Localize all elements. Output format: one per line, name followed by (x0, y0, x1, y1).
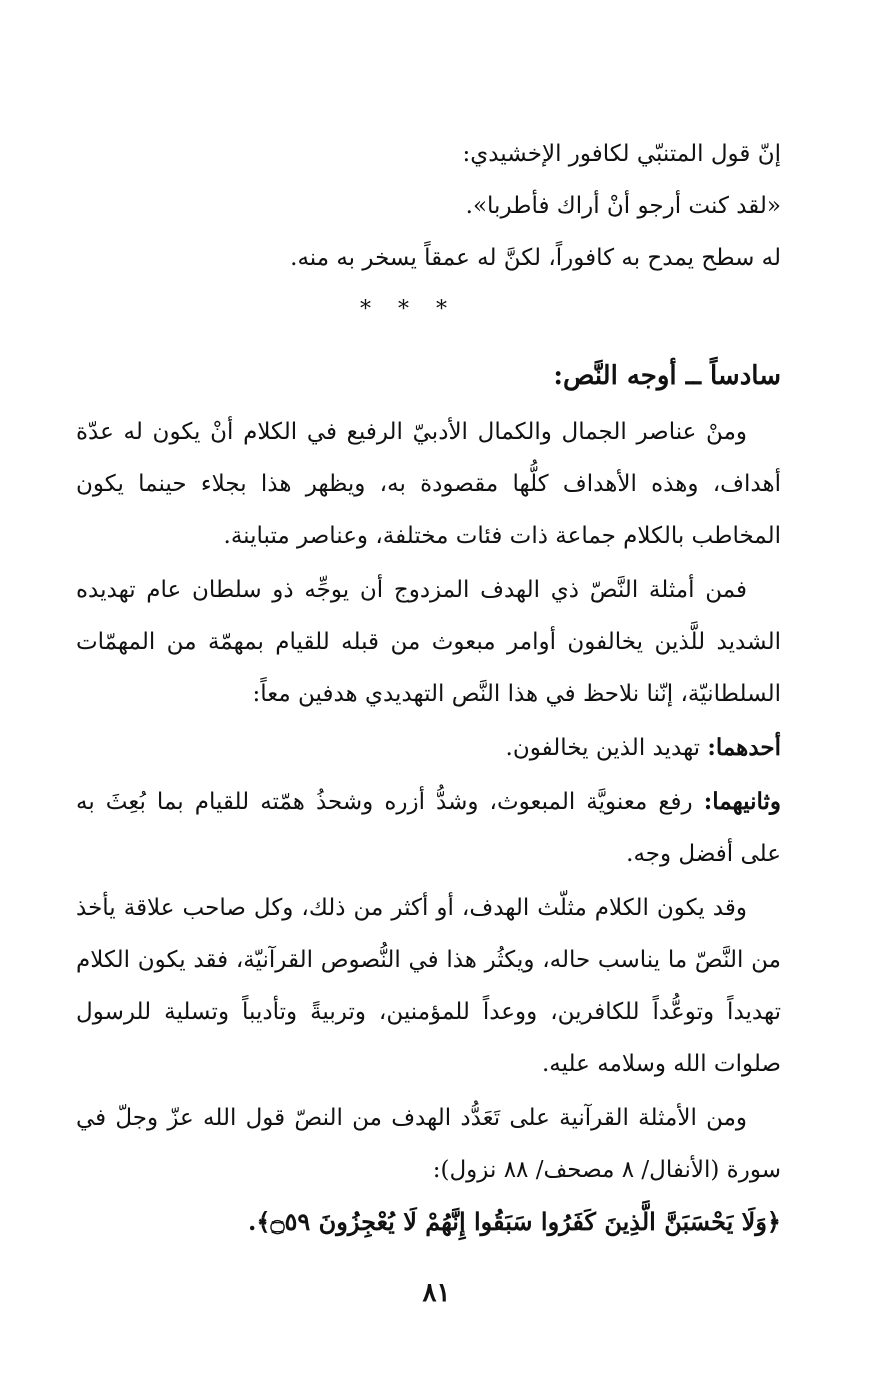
poem-comment-line: له سطح يمدح به كافوراً، لكنَّ له عمقاً يسخر به منه. (290, 245, 781, 271)
quran-verse: ﴿وَلَا يَحْسَبَنَّ الَّذِينَ كَفَرُوا سَبَقُوا إِنَّهُمْ لَا يُعْجِزُونَ ۝٥٩﴾. (248, 1207, 781, 1236)
first-goal-item (76, 722, 781, 774)
intro-poet-line: إنّ قول المتنبّي لكافور الإخشيدي: (462, 141, 781, 167)
section-divider-stars: * * * (360, 297, 457, 322)
poem-line: «لقد كنت أرجو أنْ أراك فأطربا». (465, 193, 781, 219)
first-goal-label: أحدهما: (707, 734, 781, 761)
second-goal-label: وثانيهما: (703, 788, 781, 815)
section-heading: سادساً ــ أوجه النَّص: (553, 361, 781, 391)
page-content (76, 128, 781, 1248)
paragraph-dual-goal-example: فمن أمثلة النَّصّ ذي الهدف المزدوج أن يوجِّه ذو سلطان عام تهديده الشديد للَّذين يخالفون أوامر مبعوث من قبله للقيام بمهمّة من المهمّات السلطانيّة، إنّنا نلاحظ في هذا النَّص التهديدي هدفين معاً: (76, 577, 781, 707)
paragraph-multi-goal: وقد يكون الكلام مثلّث الهدف، أو أكثر من ذلك، وكل صاحب علاقة يأخذ من النَّصّ ما يناسب حاله، ويكثُر هذا في النُّصوص القرآنيّة، فقد يكون الكلام تهديداً وتوعُّداً للكافرين، ووعداً للمؤمنين، وتربيةً وتأديباً وتسلية للرسول صلوات الله وسلامه عليه. (76, 895, 781, 1077)
first-goal-text: تهديد الذين يخالفون. (505, 735, 708, 761)
page-number: ٨١ (422, 1278, 451, 1308)
second-goal-item (76, 776, 781, 880)
paragraph-goals: ومنْ عناصر الجمال والكمال الأدبيّ الرفيع في الكلام أنْ يكون له عدّة أهداف، وهذه الأهداف كلُّها مقصودة به، ويظهر هذا بجلاء حينما يكون المخاطب بالكلام جماعة ذات فئات مختلفة، وعناصر متباينة. (76, 419, 781, 549)
second-goal-text: رفع معنويَّة المبعوث، وشدُّ أزره وشحذُ همّته للقيام بما بُعِثَ به على أفضل وجه. (76, 789, 781, 867)
paragraph-quran-examples: ومن الأمثلة القرآنية على تَعَدُّد الهدف من النصّ قول الله عزّ وجلّ في سورة (الأنفال/ ٨ مصحف/ ٨٨ نزول): (76, 1105, 781, 1183)
